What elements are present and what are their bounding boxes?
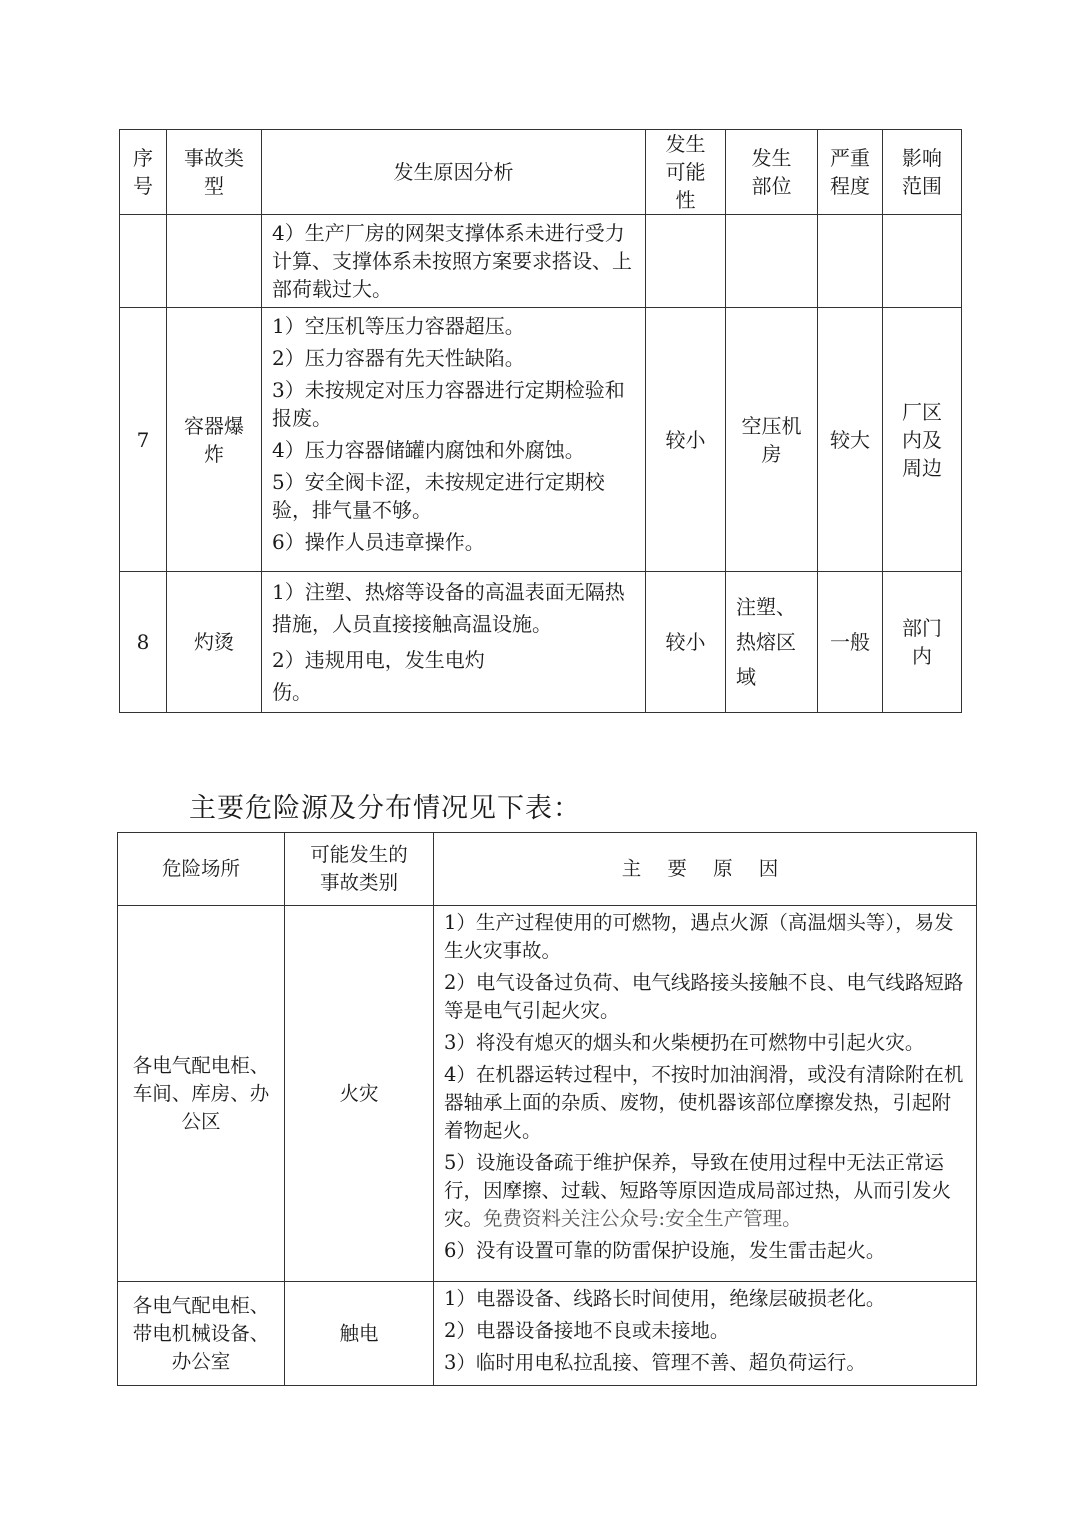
row-type [167,215,262,308]
table-row [118,906,977,1282]
row-location-line: 热熔区 [736,629,796,654]
row-location-line: 注塑、 [736,594,796,619]
row-place-line: 车间、库房、办 [132,1081,270,1105]
row-location [726,572,818,713]
cause-item: 4）生产厂房的网架支撑体系未进行受力计算、支撑体系未按照方案要求搭设、上部荷载过大。 [272,221,632,301]
row-place-line: 公区 [181,1109,221,1133]
row-accident-category: 火灾 [285,906,434,1282]
header-cause-analysis: 发生原因分析 [262,130,646,215]
row-severity: 一般 [818,572,883,713]
table-row [118,1282,977,1386]
row-seq [120,215,167,308]
header-scope-line: 影响 [902,146,942,170]
row-scope [883,572,962,713]
reason-item: 1）生产过程使用的可燃物，遇点火源（高温烟头等），易发生火灾事故。 [444,911,954,962]
row-type-line: 炸 [204,441,224,466]
cause-item: 6）操作人员违章操作。 [272,530,485,554]
reason-item: 6）没有设置可靠的防雷保护设施，发生雷击起火。 [444,1239,886,1262]
table1-header-row [120,130,962,215]
cause-item: 2）违规用电，发生电灼伤。 [272,648,485,704]
reason-item: 3）临时用电私拉乱接、管理不善、超负荷运行。 [444,1351,866,1374]
row-type [167,308,262,572]
reason-text: 5）设施设备疏于维护保养，导致在使用过程中无法正常运行，因摩擦、过载、短路等原因造成局部过热，从而引发火灾。 [444,1151,952,1230]
header-type-line: 事故类 [184,146,244,170]
row-type: 灼烫 [167,572,262,713]
header-location-line: 发生 [751,146,792,170]
row-location-line: 房 [761,441,782,466]
row-hazard-place [118,906,285,1282]
cause-item: 4）压力容器储罐内腐蚀和外腐蚀。 [272,438,585,462]
table-row [120,572,962,713]
header-scope [883,130,962,215]
reason-item: 2）电器设备接地不良或未接地。 [444,1319,730,1342]
table-row [120,308,962,572]
row-scope-line: 部门 [902,616,942,640]
header-type-line: 型 [204,174,224,198]
header-location [726,130,818,215]
cause-item: 3）未按规定对压力容器进行定期检验和报废。 [272,378,625,430]
hazard-source-table [117,832,977,1386]
row-place-line: 办公室 [171,1349,231,1373]
reason-item: 1）电器设备、线路长时间使用，绝缘层破损老化。 [444,1287,886,1310]
row-severity [818,215,883,308]
cause-item: 1）注塑、热熔等设备的高温表面无隔热措施，人员直接接触高温设施。 [272,580,625,636]
row-reasons [434,906,977,1282]
header-main-reason: 主 要 原 因 [434,833,977,906]
watermark-text: 免费资料关注公众号:安全生产管理。 [483,1207,802,1230]
row-accident-category: 触电 [285,1282,434,1386]
row-hazard-place [118,1282,285,1386]
row-likelihood: 较小 [646,572,726,713]
header-likelihood-line: 发生 [665,132,706,156]
accident-analysis-table [119,129,962,713]
header-severity [818,130,883,215]
reason-item [444,1149,968,1233]
row-causes [262,308,646,572]
row-scope-line: 周边 [902,455,942,480]
reason-item: 4）在机器运转过程中，不按时加油润滑，或没有清除附在机器轴承上面的杂质、废物，使机器该部位摩擦发热，引起附着物起火。 [444,1063,964,1142]
cause-item: 2）压力容器有先天性缺陷。 [272,346,525,370]
header-seq-line: 号 [133,174,153,198]
header-accident-line: 事故类别 [319,871,398,894]
row-place-line: 各电气配电柜、 [132,1053,270,1077]
reason-item: 3）将没有熄灭的烟头和火柴梗扔在可燃物中引起火灾。 [444,1031,925,1054]
row-reasons [434,1282,977,1386]
header-accident-category [285,833,434,906]
row-likelihood [646,215,726,308]
row-location [726,215,818,308]
row-location [726,308,818,572]
row-seq: 8 [120,572,167,713]
cause-item: 5）安全阀卡涩，未按规定进行定期校验，排气量不够。 [272,470,605,522]
header-seq [120,130,167,215]
row-causes [262,215,646,308]
header-likelihood-line: 可能 [665,160,706,184]
row-scope [883,308,962,572]
header-seq-line: 序 [133,146,153,170]
header-likelihood [646,130,726,215]
header-scope-line: 范围 [902,174,942,198]
row-place-line: 带电机械设备、 [132,1321,270,1345]
header-severity-line: 程度 [830,174,870,198]
row-scope-line: 厂区 [902,399,942,424]
table-row [120,215,962,308]
row-location-line: 空压机 [741,413,802,438]
reason-item: 2）电气设备过负荷、电气线路接头接触不良、电气线路短路等是电气引起火灾。 [444,971,964,1022]
row-causes [262,572,646,713]
row-scope [883,215,962,308]
row-scope-line: 内 [912,644,932,668]
header-hazard-place: 危险场所 [118,833,285,906]
row-seq: 7 [120,308,167,572]
section-heading: 主要危险源及分布情况见下表： [189,793,581,824]
row-scope-line: 内及 [902,427,942,452]
header-accident-type [167,130,262,215]
table2-header-row [118,833,977,906]
cause-item: 1）空压机等压力容器超压。 [272,314,525,338]
header-severity-line: 严重 [830,146,870,170]
header-location-line: 部位 [751,174,792,198]
row-place-line: 各电气配电柜、 [132,1293,270,1317]
row-likelihood: 较小 [646,308,726,572]
row-location-line: 域 [736,664,756,689]
row-type-line: 容器爆 [184,413,244,438]
header-likelihood-line: 性 [675,188,696,212]
row-severity: 较大 [818,308,883,572]
header-accident-line: 可能发生的 [310,843,408,866]
